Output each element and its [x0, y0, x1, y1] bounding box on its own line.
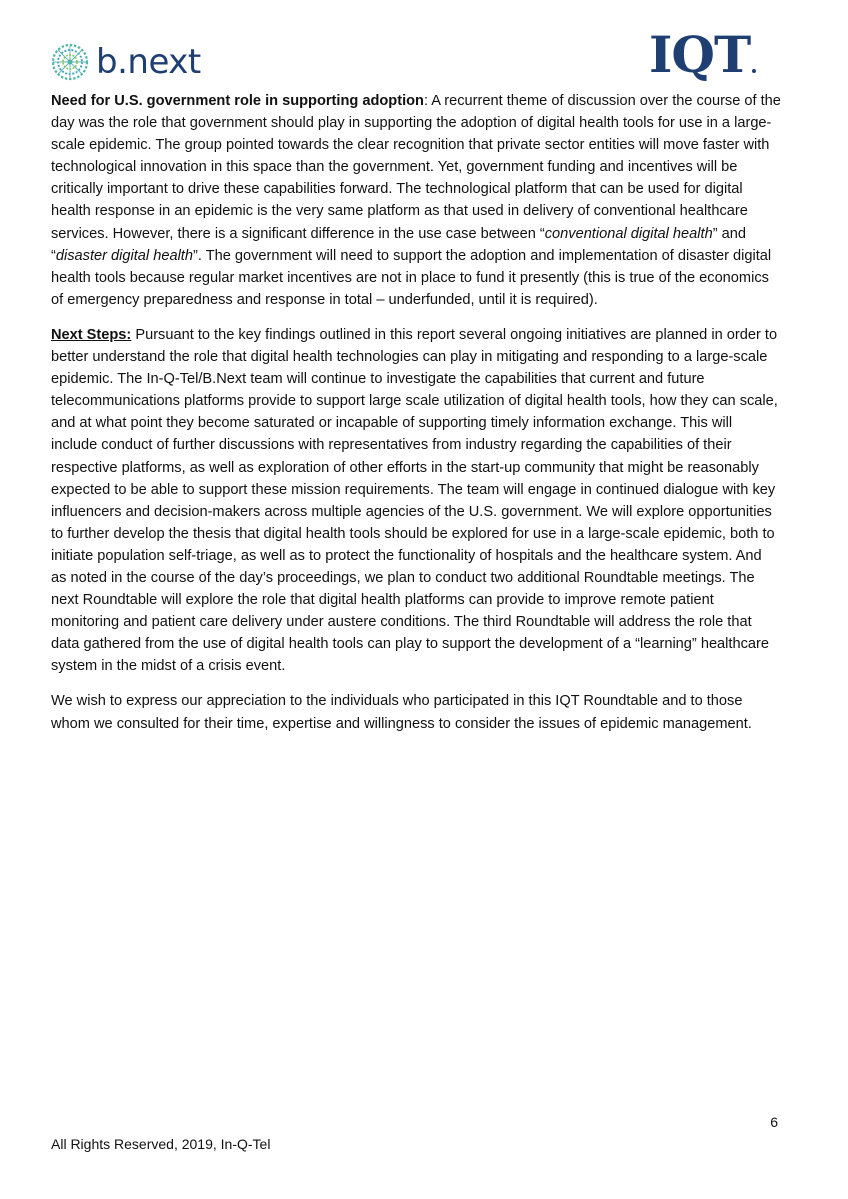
paragraph-next-steps: Next Steps: Pursuant to the key findings outlined in this report several ongoing initiatives are planned in order to better understand the role that digital health technologies can play in mitigating and responding to a large-scale epidemic. The In-Q-Tel/B.Next team will continue to investigate the capabilities that current and future telecommunications platforms provide to support large scale utilization of digital health tools, how they can scale, and at what point they become saturated or incapable of supporting timely information exchange. This will include conduct of further discussions with representatives from industry regarding the capabilities of their respective platforms, as well as exploration of other efforts in the start-up community that might be reasonably expected to be able to support these mission requirements. The team will engage in continued dialogue with key influencers and decision-makers across multiple agencies of the U.S. government. We will explore opportunities to further develop the thesis that digital health tools should be explored for use in a large-scale epidemic, both to initiate population self-triage, as well as to protect the functionality of hospitals and the healthcare system. And as noted in the course of the day’s proceedings, we plan to conduct two additional Roundtable meetings. The next Roundtable will explore the role that digital health platforms can provide to improve remote patient monitoring and patient care delivery under austere conditions. The third Roundtable will address the role that data gathered from the use of digital health tools can play to support the development of a “learning” healthcare system in the midst of a crisis event. [51, 326, 778, 675]
paragraph-government-role: Need for U.S. government role in supporting adoption: A recurrent theme of discussion over the course of the day was the role that government should play in supporting the adoption of digital health tools for use in a large-scale epidemic. The group pointed towards the clear recognition that private sector entities will move faster with technological innovation in this space than the government. Yet, government funding and incentives will be critically important to drive these capabilities forward. The technological platform that can be used for digital health response in an epidemic is the very same platform as that used in delivery of conventional healthcare services. However, there is a significant difference in the use case between “conventional digital health” and “disaster digital health”. The government will need to support the adoption and implementation of disaster digital health tools because regular market incentives are not in place to fund it presently (this is true of the economics of emergency preparedness and response in total – underfunded, until it is required). [51, 93, 781, 308]
iqt-logo [649, 25, 756, 84]
bnext-logo [50, 42, 201, 82]
page-header [0, 0, 848, 92]
paragraph-heading: Next Steps: [51, 326, 132, 343]
footer-copyright: All Rights Reserved, 2019, In-Q-Tel [51, 1136, 271, 1152]
bnext-logo-text: b.next [96, 42, 201, 82]
italic-term: conventional digital health [544, 225, 713, 242]
iqt-logo-text: IQT [649, 25, 751, 84]
page-number: 6 [770, 1114, 778, 1130]
globe-icon [50, 42, 90, 82]
paragraph-heading: Need for U.S. government role in supporting adoption [51, 93, 424, 109]
iqt-logo-dot [752, 69, 756, 73]
italic-term: disaster digital health [55, 247, 193, 264]
paragraph-appreciation: We wish to express our appreciation to the individuals who participated in this IQT Roundtable and to those whom we consulted for their time, expertise and willingness to consider the issues of epidemic management. [51, 693, 752, 732]
document-body [51, 90, 781, 748]
